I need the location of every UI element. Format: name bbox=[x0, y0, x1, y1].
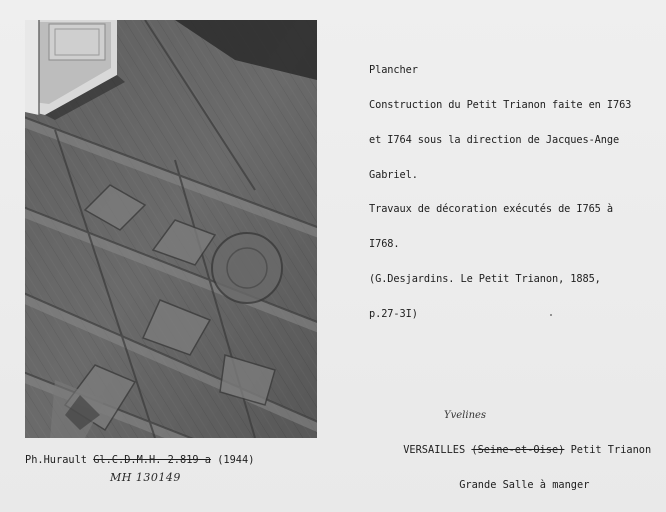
caption-line: Travaux de décoration exécutés de I765 à bbox=[369, 203, 613, 216]
credit-line bbox=[25, 455, 254, 467]
city-label: VERSAILLES bbox=[403, 444, 466, 457]
struck-department: (Seine-et-Oise) bbox=[471, 444, 565, 457]
paper-speck bbox=[550, 314, 552, 316]
caption-text bbox=[369, 42, 659, 343]
struck-reference: Gl.C.D.M.H. 2.819 a bbox=[93, 454, 211, 466]
location-line bbox=[366, 410, 656, 468]
caption-line: (G.Desjardins. Le Petit Trianon, 1885, bbox=[369, 272, 601, 285]
site-label: Petit Trianon bbox=[570, 444, 652, 457]
room-line bbox=[366, 468, 656, 503]
parquet-floor-photo bbox=[25, 20, 317, 438]
handwritten-department: Yvelines bbox=[444, 410, 487, 421]
caption-line: Plancher bbox=[369, 64, 418, 77]
room-label: Grande Salle à manger bbox=[459, 478, 590, 491]
handwritten-inventory-number: MH 130149 bbox=[110, 471, 181, 484]
caption-line: Construction du Petit Trianon faite en I763 bbox=[369, 98, 632, 111]
credit-year: (1944) bbox=[217, 454, 255, 466]
caption-line: Gabriel. bbox=[369, 168, 418, 181]
location-block bbox=[366, 410, 656, 503]
photographer-label: Ph.Hurault bbox=[25, 454, 87, 466]
caption-line: p.27-3I) bbox=[369, 307, 418, 320]
caption-line: et I764 sous la direction de Jacques-Ange bbox=[369, 133, 620, 146]
caption-line: I768. bbox=[369, 238, 400, 251]
